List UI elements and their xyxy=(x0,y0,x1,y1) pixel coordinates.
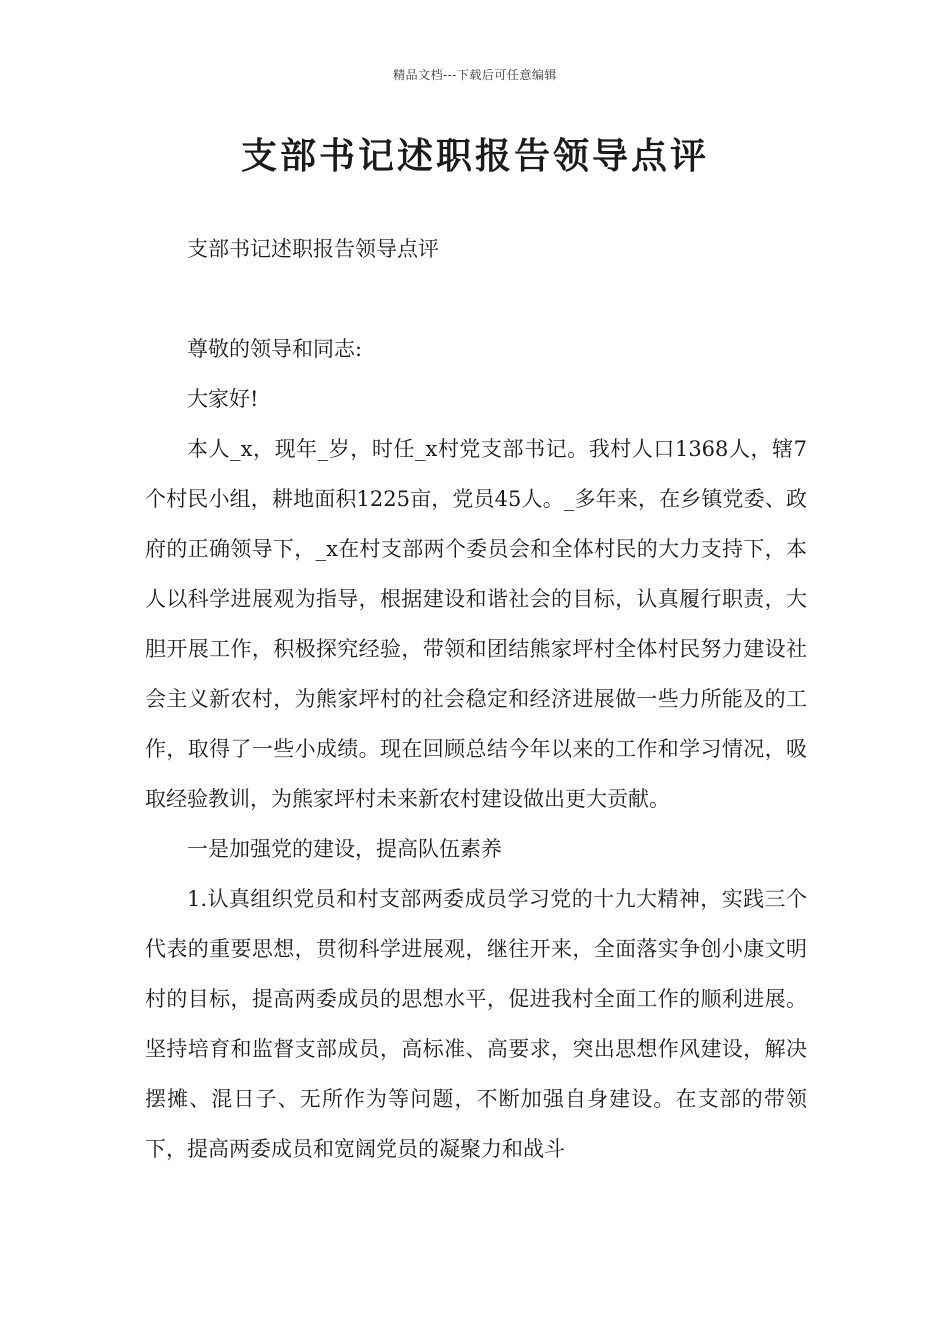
section-heading: 一是加强党的建设，提高队伍素养 xyxy=(187,837,502,861)
paragraph-introduction: 本人_x，现年_岁，时任_x村党支部书记。我村人口1368人，辖7个村民小组，耕地面积1225亩，党员45人。_多年来，在乡镇党委、政府的正确领导下，_x在村支部两个委员会和全体村民的大力支持下，本人以科学进展观为指导，根据建设和谐社会的目标，认真履行职责，大胆开展工作，积极探究经验，带领和团结熊家坪村全体村民努力建设社会主义新农村，为熊家坪村的社会稳定和经济进展做一些力所能及的工作，取得了一些小成绩。现在回顾总结今年以来的工作和学习情况，吸取经验教训，为熊家坪村未来新农村建设做出更大贡献。 xyxy=(145,437,807,811)
document-body xyxy=(145,224,807,1174)
document-subtitle: 支部书记述职报告领导点评 xyxy=(187,237,439,261)
paragraph-greeting: 大家好! xyxy=(187,387,259,411)
header-note: 精品文档---下载后可任意编辑 xyxy=(393,68,557,82)
paragraph-section-item: 1.认真组织党员和村支部两委成员学习党的十九大精神，实践三个代表的重要思想，贯彻科学进展观，继往开来，全面落实争创小康文明村的目标，提高两委成员的思想水平，促进我村全面工作的顺利进展。坚持培育和监督支部成员，高标准、高要求，突出思想作风建设，解决摆摊、混日子、无所作为等问题，不断加强自身建设。在支部的带领下，提高两委成员和宽阔党员的凝聚力和战斗 xyxy=(145,887,807,1161)
paragraph-salutation: 尊敬的领导和同志: xyxy=(187,337,363,361)
document-title: 支部书记述职报告领导点评 xyxy=(240,135,709,177)
